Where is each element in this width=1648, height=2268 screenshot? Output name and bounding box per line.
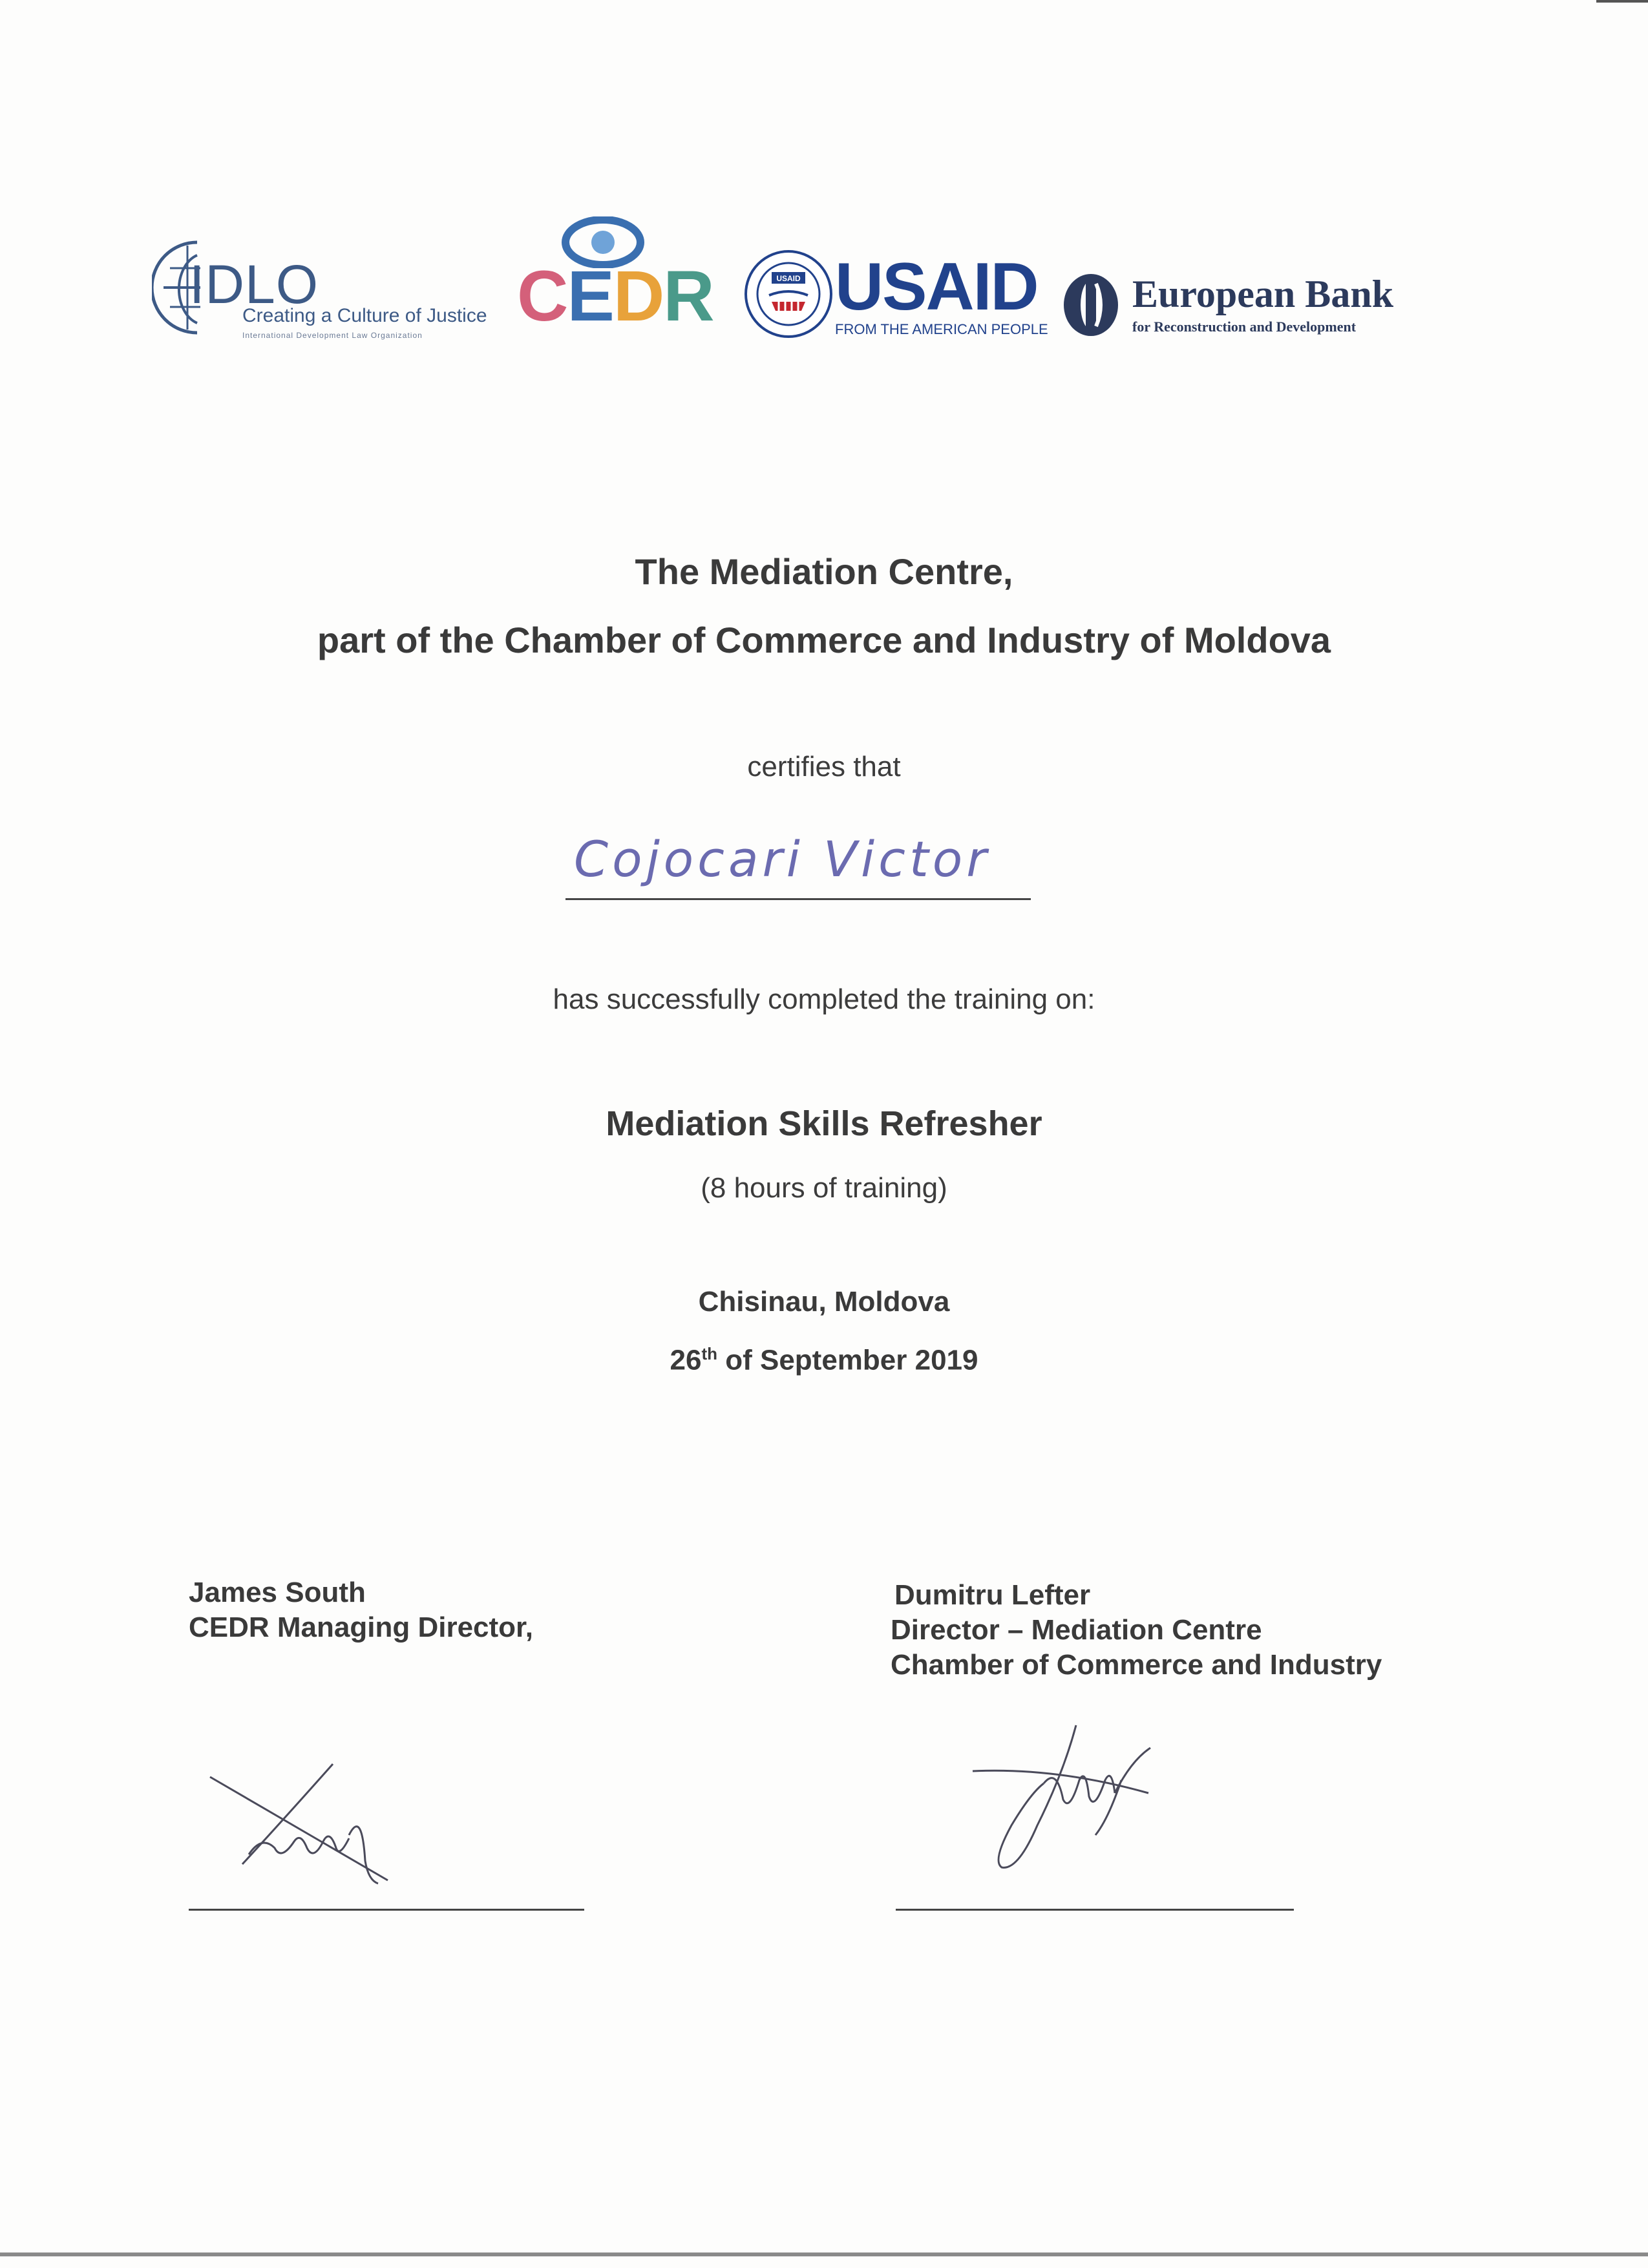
ebrd-emblem-icon <box>1060 269 1122 341</box>
issuer-line-1: The Mediation Centre, <box>635 551 1013 592</box>
left-signatory-name: James South <box>189 1577 366 1608</box>
date-suffix: th <box>701 1344 717 1363</box>
cedr-r: R <box>663 257 713 336</box>
usaid-logo <box>743 249 1048 352</box>
course-title: Mediation Skills Refresher <box>606 1104 1042 1143</box>
idlo-name: IDLO <box>189 254 319 315</box>
cedr-logo <box>517 216 713 336</box>
cedr-e: E <box>567 257 613 336</box>
right-signatory-name: Dumitru Lefter <box>894 1579 1091 1611</box>
ebrd-subtitle: for Reconstruction and Development <box>1132 319 1357 335</box>
issuer-line-2: part of the Chamber of Commerce and Industry of Moldova <box>317 620 1331 660</box>
usaid-tagline: FROM THE AMERICAN PEOPLE <box>835 321 1048 337</box>
usaid-seal-label: USAID <box>776 274 801 283</box>
left-signatory-title: CEDR Managing Director, <box>189 1612 533 1643</box>
idlo-subtitle: International Development Law Organization <box>242 331 423 340</box>
right-signatory-org: Chamber of Commerce and Industry <box>891 1649 1382 1681</box>
certificate-date <box>0 1344 1648 1377</box>
usaid-name: USAID <box>835 249 1038 324</box>
scan-edge-bottom <box>0 2252 1648 2256</box>
cedr-c: C <box>517 257 567 336</box>
scan-edge-top-right <box>1596 0 1648 3</box>
left-signature-icon <box>204 1751 397 1893</box>
date-day: 26 <box>670 1344 702 1376</box>
left-signature-line <box>189 1909 584 1911</box>
right-signature-icon <box>966 1722 1160 1877</box>
right-signatory-title: Director – Mediation Centre <box>891 1614 1262 1646</box>
ebrd-name: European Bank <box>1132 273 1394 315</box>
left-signatory <box>189 1575 533 1645</box>
idlo-tagline: Creating a Culture of Justice <box>242 305 487 326</box>
ebrd-logo <box>1060 268 1396 346</box>
location: Chisinau, Moldova <box>698 1286 950 1318</box>
course-duration: (8 hours of training) <box>701 1172 947 1204</box>
usaid-seal-icon <box>743 249 834 339</box>
cedr-d: D <box>613 257 664 336</box>
recipient-name: Cojocari Victor <box>574 830 991 888</box>
recipient-underline <box>565 898 1031 900</box>
idlo-logo <box>152 233 487 349</box>
certifies-text: certifies that <box>747 751 901 782</box>
right-signature-line <box>896 1909 1294 1911</box>
completed-text: has successfully completed the training on: <box>553 983 1095 1015</box>
right-signatory <box>891 1578 1382 1683</box>
date-rest: of September 2019 <box>717 1344 978 1376</box>
